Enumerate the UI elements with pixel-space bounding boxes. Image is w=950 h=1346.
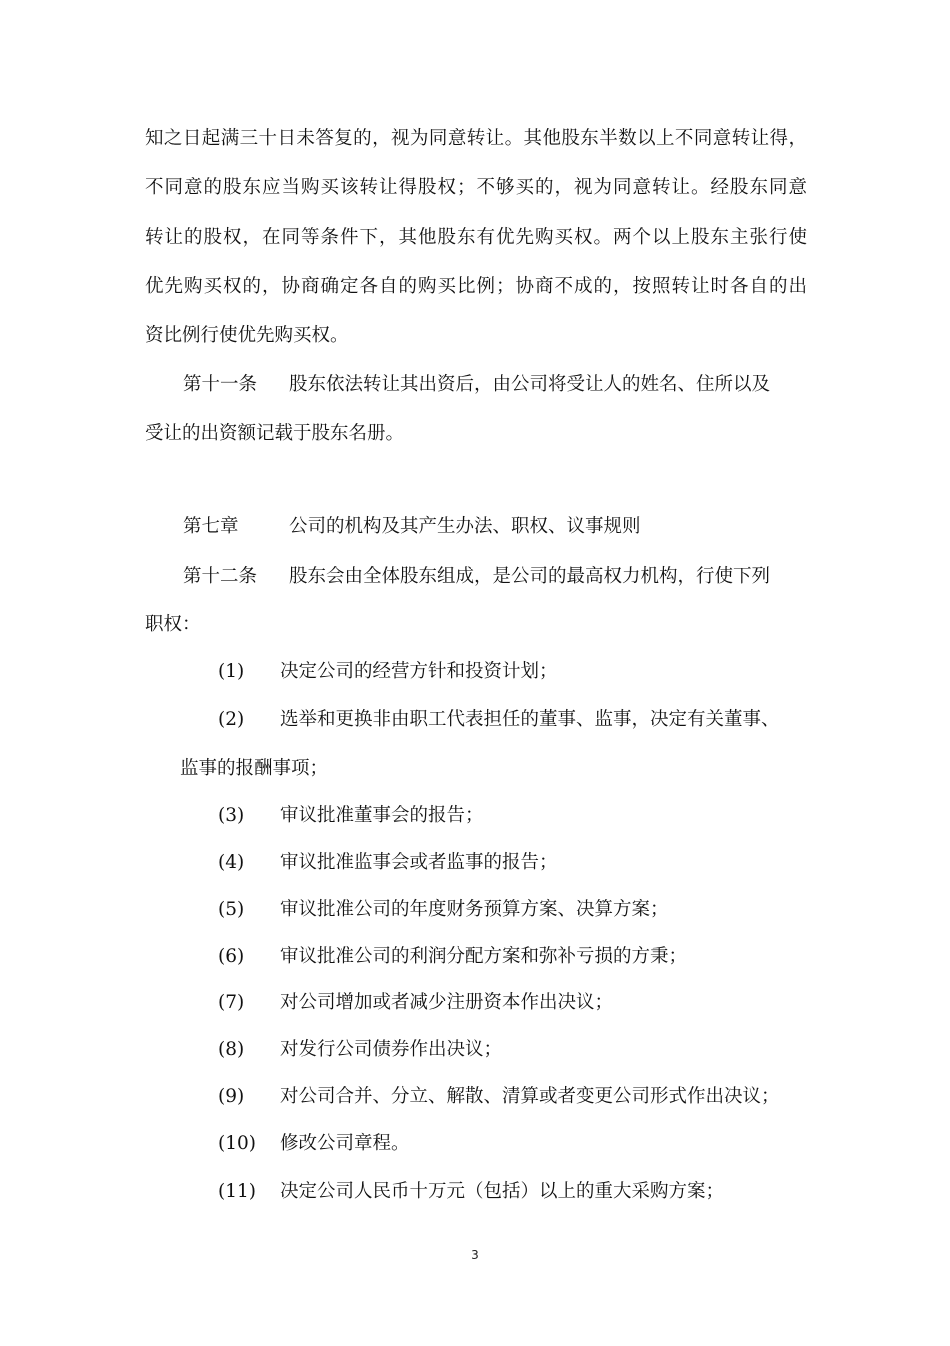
article-12	[183, 565, 770, 589]
item-text: 决定公司的经营方针和投资计划；	[280, 661, 558, 682]
article-text: 股东依法转让其出资后，由公司将受让人的姓名、住所以及	[289, 374, 771, 395]
item-number: (5)	[218, 899, 245, 920]
article-continuation: 职权：	[145, 614, 201, 635]
item-text: 审议批准监事会或者监事的报告；	[280, 852, 558, 873]
paragraph-line: 优先购买权的，协商确定各自的购买比例；协商不成的，按照转让时各自的出	[145, 276, 807, 297]
item-text: 对发行公司债券作出决议；	[280, 1039, 503, 1060]
item-number: (3)	[218, 805, 245, 826]
chapter-heading	[183, 515, 641, 539]
item-text: 审议批准公司的利润分配方案和弥补亏损的方秉；	[280, 946, 688, 967]
chapter-title: 公司的机构及其产生办法、职权、议事规则	[289, 516, 641, 537]
paragraph-line: 知之日起满三十日未答复的，视为同意转让。其他股东半数以上不同意转让得，	[145, 128, 807, 149]
item-text: 决定公司人民币十万元（包括）以上的重大采购方案；	[280, 1181, 725, 1202]
item-text: 对公司合并、分立、解散、清算或者变更公司形式作出决议；	[280, 1086, 780, 1107]
article-text: 股东会由全体股东组成，是公司的最高权力机构，行使下列	[289, 566, 771, 587]
item-number: (9)	[218, 1086, 245, 1107]
paragraph-line: 资比例行使优先购买权。	[145, 325, 349, 346]
article-label: 第十一条	[183, 374, 258, 395]
article-label: 第十二条	[183, 566, 258, 587]
page-number: 3	[471, 1248, 479, 1262]
item-number: (10)	[218, 1133, 256, 1154]
item-number: (4)	[218, 852, 245, 873]
article-continuation: 受让的出资额记载于股东名册。	[145, 423, 405, 444]
item-text: 选举和更换非由职工代表担任的董事、监事，决定有关董事、	[280, 709, 780, 730]
item-number: (8)	[218, 1039, 245, 1060]
chapter-label: 第七章	[183, 516, 239, 537]
paragraph-line: 不同意的股东应当购买该转让得股权；不够买的，视为同意转让。经股东同意	[145, 177, 807, 198]
item-number: (1)	[218, 661, 245, 682]
item-text: 审议批准公司的年度财务预算方案、决算方案；	[280, 899, 669, 920]
item-number: (7)	[218, 992, 245, 1013]
item-number: (6)	[218, 946, 245, 967]
item-number: (11)	[218, 1181, 256, 1202]
item-text: 修改公司章程。	[280, 1133, 410, 1154]
article-11	[183, 373, 770, 397]
item-continuation: 监事的报酬事项；	[180, 758, 329, 779]
item-text: 对公司增加或者减少注册资本作出决议；	[280, 992, 614, 1013]
item-text: 审议批准董事会的报告；	[280, 805, 484, 826]
paragraph-line: 转让的股权，在同等条件下，其他股东有优先购买权。两个以上股东主张行使	[145, 227, 807, 248]
item-number: (2)	[218, 709, 245, 730]
